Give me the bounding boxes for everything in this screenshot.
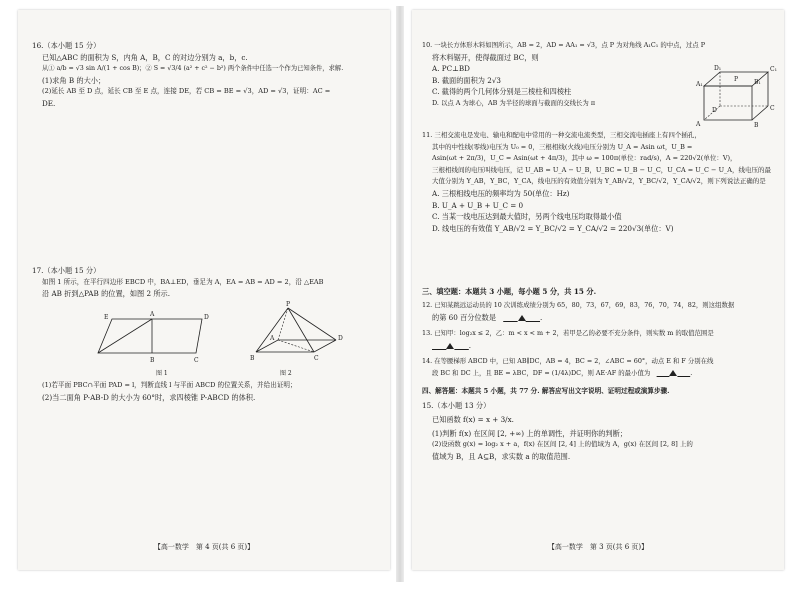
page-footer-left: 【高一数学 第 4 页(共 6 页)】 bbox=[153, 543, 255, 551]
answer-blank-icon bbox=[669, 370, 677, 376]
question-14-stem-cont: 段 BC 和 DC 上，且 BE = λBC，DF = (1/4λ)DC，则 AE·AF 的最小值为 bbox=[432, 368, 651, 377]
question-15 bbox=[422, 400, 693, 462]
exam-page-right bbox=[412, 10, 784, 570]
question-13 bbox=[422, 328, 714, 351]
question-12-stem-cont: 的第 60 百分位数是 . bbox=[432, 312, 543, 322]
question-13-stem: 13. 已知甲：log₂x ≤ 2，乙：m < x < m + 2，若甲是乙的必要不充分条件，则实数 m 的取值范围是 bbox=[422, 329, 714, 337]
question-11-stem-1: 11. 三相交流电是发电、输电和配电中常用的一种交流电流类型，三相交流电插座上有四个插孔， bbox=[422, 131, 701, 139]
question-12-blank-text: 的第 60 百分位数是 bbox=[432, 312, 497, 322]
question-10-option-a: A. PC⊥BD bbox=[432, 64, 470, 74]
question-17-stem: 如图 1 所示，在平行四边形 EBCD 中，BA⊥ED，垂足为 A，EA = AB = AD = 2，沿 △EAB bbox=[42, 277, 324, 286]
question-12 bbox=[422, 300, 734, 323]
question-13-answer-line: . bbox=[422, 340, 714, 352]
question-11-option-d: D. 线电压的有效值 Y_AB/√2 = Y_BC/√2 = Y_CA/√2 = 220√3(单位：V) bbox=[432, 223, 674, 233]
question-11-stem-2: 其中的中性线(零线)电压为 U₀ = 0，三根相线(火线)电压分别为 U_A = Asin ωt，U_B = bbox=[432, 142, 693, 151]
question-10 bbox=[422, 40, 705, 110]
figure-1-label-A: A bbox=[150, 311, 155, 318]
cuboid-label-B: B bbox=[754, 122, 759, 128]
question-10-option-b: B. 截面的面积为 2√3 bbox=[432, 75, 501, 85]
figure-1-parallelogram bbox=[92, 307, 222, 367]
question-16-part2: (2)延长 AB 至 D 点，延长 CB 至 E 点，连接 DE，若 CB = BE = √3，AD = √3，证明：AC = bbox=[42, 87, 331, 96]
question-11-option-c: C. 当某一线电压达到最大值时，另两个线电压均取得最小值 bbox=[432, 212, 622, 222]
cuboid-label-C: C bbox=[770, 105, 775, 112]
question-15-part2: (2)设函数 g(x) = log₂ x + a，f(x) 在区间 [2, 4] 上的值域为 A，g(x) 在区间 [2, 8] 上的 bbox=[432, 440, 693, 449]
figure-2-label-B: B bbox=[250, 355, 255, 362]
question-11-option-b: B. U_A + U_B + U_C = 0 bbox=[432, 200, 524, 210]
exam-page-left bbox=[18, 10, 390, 570]
question-17-part2: (2)当二面角 P-AB-D 的大小为 60°时，求四棱锥 P-ABCD 的体积. bbox=[42, 392, 256, 402]
figure-2-pyramid bbox=[240, 300, 350, 368]
cuboid-label-D: D bbox=[712, 107, 717, 114]
figure-1-caption: 图 1 bbox=[156, 370, 168, 377]
question-11-option-a: A. 三根相线电压的频率均为 50(单位：Hz) bbox=[432, 188, 570, 198]
question-17-stem-cont: 沿 AB 折到△PAB 的位置，如图 2 所示. bbox=[42, 289, 170, 299]
question-17-parts bbox=[32, 380, 297, 403]
question-15-part1: (1)判断 f(x) 在区间 [2, +∞) 上的单调性，并证明你的判断； bbox=[432, 428, 627, 438]
question-12-stem: 12. 已知某跳远运动员的 10 次训练成绩分别为 65，80，73，67，69，83，76，70，74，82，则这组数据 bbox=[422, 301, 735, 309]
question-16 bbox=[32, 40, 343, 110]
cuboid-label-P: P bbox=[734, 76, 739, 83]
section-3-heading: 三、填空题：本题共 3 小题，每小题 5 分，共 15 分. bbox=[422, 287, 597, 296]
question-11-stem-5: 大值分别为 Y_AB，Y_BC，Y_CA，线电压的有效值分别为 Y_AB/√2，Y_BC/√2，Y_CA/√2，则下列说法正确的是 bbox=[432, 177, 766, 186]
figure-cuboid bbox=[692, 62, 778, 128]
question-10-option-c: C. 截得的两个几何体分别是三棱柱和四棱柱 bbox=[432, 87, 572, 97]
page-footer-right: 【高一数学 第 3 页(共 6 页)】 bbox=[547, 543, 649, 551]
figure-2-label-C: C bbox=[314, 355, 319, 362]
question-10-stem-cont: 将木料锯开，使得截面过 BC，则 bbox=[432, 52, 539, 62]
figure-2-label-D: D bbox=[338, 335, 343, 342]
figure-2-label-A: A bbox=[270, 335, 275, 342]
figure-1-label-B: B bbox=[150, 357, 155, 364]
figure-1-label-D: D bbox=[204, 314, 209, 321]
question-11-stem-3: Asin(ωt + 2π/3)，U_C = Asin(ωt + 4π/3)，其中 ω = 100π(单位：rad/s)，A = 220√2(单位：V)， bbox=[432, 154, 737, 163]
question-17 bbox=[32, 265, 324, 300]
question-17-part1: (1)若平面 PBC∩平面 PAD = l，判断直线 l 与平面 ABCD 的位置关系，并给出证明； bbox=[42, 381, 297, 389]
section-4-heading: 四、解答题：本题共 5 小题，共 77 分. 解答应写出文字说明、证明过程或演算步骤. bbox=[422, 387, 670, 395]
question-15-part2-cont: 值域为 B，且 A⊆B，求实数 a 的取值范围. bbox=[432, 451, 571, 461]
figure-1-label-E: E bbox=[104, 314, 109, 321]
book-gutter bbox=[396, 6, 404, 582]
question-11-stem-4: 三根相线间的电压叫线电压，记 U_AB = U_A − U_B，U_BC = U_B − U_C，U_CA = U_C − U_A，线电压的最 bbox=[432, 165, 771, 174]
cuboid-label-A1: A₁ bbox=[696, 81, 703, 88]
cuboid-label-C1: C₁ bbox=[770, 66, 777, 73]
question-16-title: 16.（本小题 15 分） bbox=[32, 41, 101, 50]
cuboid-label-D1: D₁ bbox=[714, 65, 722, 72]
question-10-option-d: D. 以点 A 为球心，AB 为半径的球面与截面的交线长为 π bbox=[432, 98, 596, 107]
question-14: 14. 在等腰梯形 ABCD 中，已知 AB∥DC，AB = 4，BC = 2，∠ABC = 60°，动点 E 和 F 分别在线 段 BC 和 DC 上，且 BE = λBC，DF = (1/4λ)DC，则 AE·AF 的最小值为 . bbox=[422, 357, 714, 377]
cuboid-label-A: A bbox=[696, 121, 701, 128]
question-15-stem: 已知函数 f(x) = x + 3/x. bbox=[432, 414, 514, 424]
question-16-stem: 已知△ABC 的面积为 S，内角 A，B，C 的对边分别为 a，b，c. bbox=[42, 52, 248, 62]
cuboid-label-B1: B₁ bbox=[754, 79, 761, 86]
question-16-part1: (1)求角 B 的大小； bbox=[42, 75, 106, 85]
question-15-title: 15.（本小题 13 分） bbox=[422, 401, 491, 410]
answer-blank-icon bbox=[518, 315, 526, 321]
question-16-part2-cont: DE. bbox=[42, 98, 56, 108]
question-10-stem: 10. 一块长方体形木料如图所示，AB = 2，AD = AA₁ = √3，点 P 为对角线 A₁C₁ 的中点，过点 P bbox=[422, 41, 706, 49]
figure-1-label-C: C bbox=[194, 357, 199, 364]
question-17-title: 17.（本小题 15 分） bbox=[32, 266, 101, 275]
question-16-conditions: 从① a/b = √3 sin A/(1 + cos B)；② S = √3/4 (a² + c² − b²) 两个条件中任选一个作为已知条件，求解. bbox=[42, 65, 344, 73]
figure-2-label-P: P bbox=[286, 301, 291, 308]
figure-2-caption: 图 2 bbox=[280, 370, 292, 377]
question-11 bbox=[422, 130, 771, 234]
answer-blank-icon bbox=[446, 343, 454, 349]
question-14-stem: 14. 在等腰梯形 ABCD 中，已知 AB∥DC，AB = 4，BC = 2，∠ABC = 60°，动点 E 和 F 分别在线 bbox=[422, 357, 714, 365]
